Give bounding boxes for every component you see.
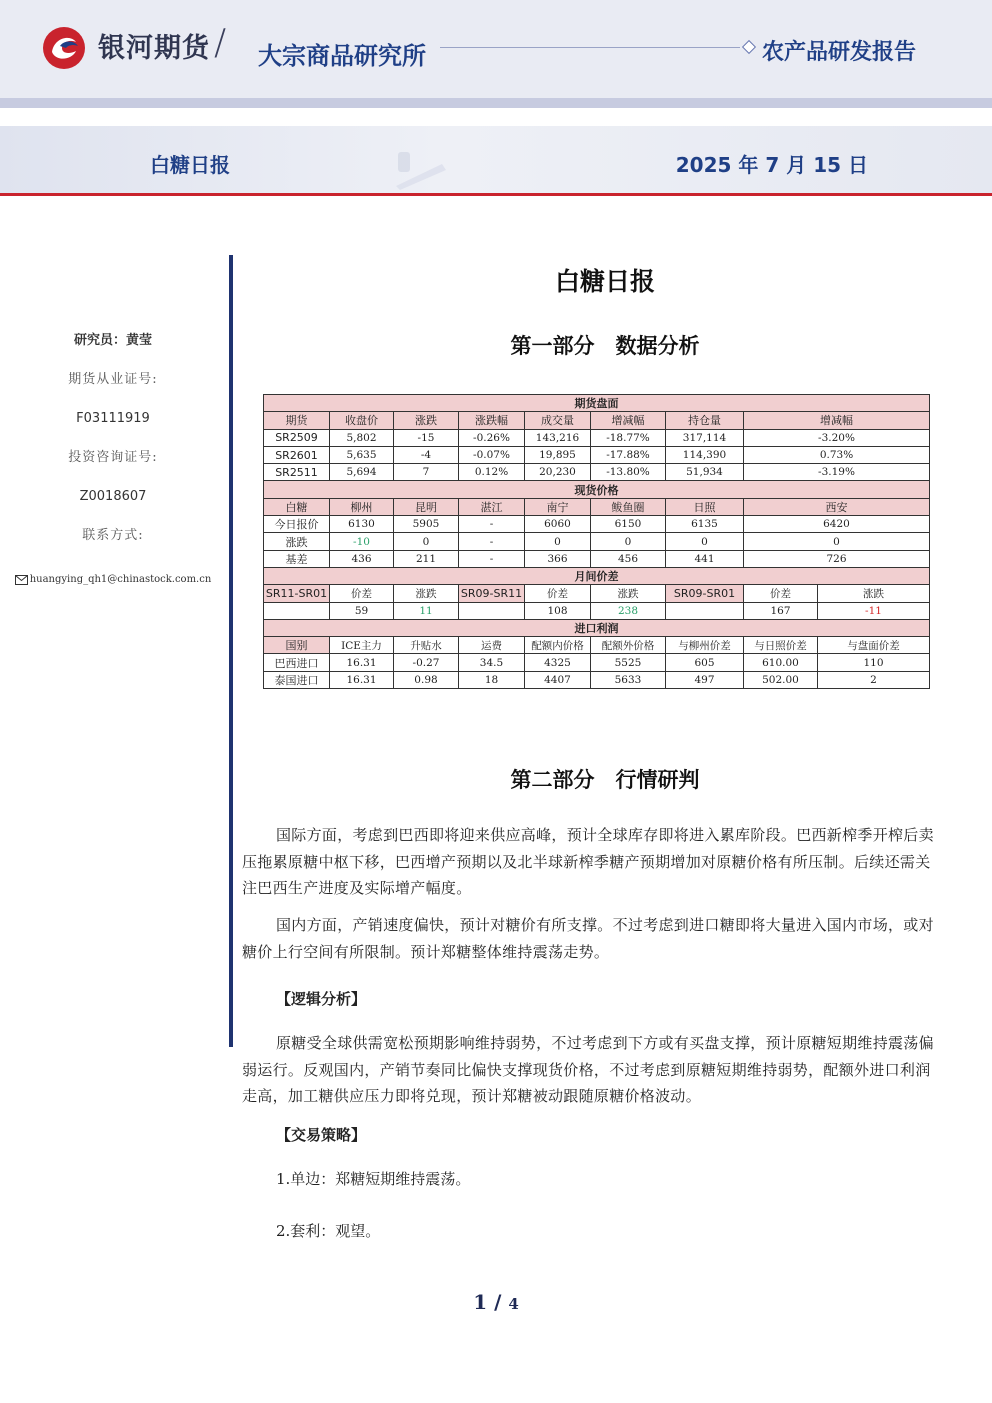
table-cell [264,602,330,619]
table-header-cell: 与日照价差 [744,637,818,654]
table-cell: -11 [818,602,930,619]
strategy-item-arbitrage: 2.套利：观望。 [276,1222,381,1240]
table-header-cell: 与柳州价差 [666,637,744,654]
report-type: 农产品研发报告 [762,40,917,65]
table-cell: -10 [330,533,394,550]
band-title: 白糖日报 [150,153,230,177]
table-cell: 610.00 [744,654,818,671]
table-cell: 18 [459,671,525,688]
title-red-rule [0,193,992,196]
table-cell: 5,635 [330,446,394,463]
spot-section-title: 现货价格 [264,481,930,498]
table-header-row [264,498,930,515]
table-section-spot [264,481,930,498]
table-cell: SR2601 [264,446,330,463]
header-strip [0,98,992,108]
report-date: 2025 年 7 月 15 日 [675,153,868,177]
table-header-cell: 价差 [744,585,818,602]
table-row [264,550,930,567]
table-cell: 238 [591,602,666,619]
envelope-icon [15,575,28,585]
table-header-cell: 配额内价格 [525,637,591,654]
table-header-row [264,585,930,602]
table-section-futures [264,395,930,412]
table-cell [459,602,525,619]
spread-section-title: 月间价差 [264,567,930,584]
table-header-cell: 国别 [264,637,330,654]
table-header-cell: SR09-SR01 [666,585,744,602]
table-cell: 泰国进口 [264,671,330,688]
futures-cert-number: F03111919 [76,411,150,426]
table-header-row [264,412,930,429]
contact-email[interactable]: huangying_qh1@chinastock.com.cn [29,573,212,585]
table-header-cell: 日照 [666,498,744,515]
table-cell: 4325 [525,654,591,671]
table-section-import [264,619,930,636]
table-cell: 114,390 [666,446,744,463]
page-current: 1 [473,1290,488,1314]
table-row [264,516,930,533]
table-cell: 5905 [394,516,459,533]
table-cell: 211 [394,550,459,567]
table-cell: -0.07% [459,446,525,463]
table-cell: -4 [394,446,459,463]
table-cell: -15 [394,429,459,446]
table-cell: 0.12% [459,464,525,481]
page-number: 1 / 4 [473,1290,519,1314]
table-cell: 502.00 [744,671,818,688]
table-header-cell: 价差 [525,585,591,602]
table-cell: -3.20% [744,429,930,446]
table-cell: 0.98 [394,671,459,688]
table-cell: 5,694 [330,464,394,481]
page-total: 4 [508,1295,519,1313]
table-cell: - [459,533,525,550]
table-cell: 456 [591,550,666,567]
table-cell: 143,216 [525,429,591,446]
table-row [264,654,930,671]
paragraph-domestic: 国内方面，产销速度偏快，预计对糖价有所支撑。不过考虑到进口糖即将大量进入国内市场，或对糖价上行空间有所限制。预计郑糖整体维持震荡走势。 [242,916,934,961]
table-header-cell: 运费 [459,637,525,654]
table-header-cell: 白糖 [264,498,330,515]
table-row [264,671,930,688]
author-sidebar [0,326,226,599]
strategy-item-single: 1.单边：郑糖短期维持震荡。 [276,1170,471,1188]
table-cell: 5633 [591,671,666,688]
table-row [264,429,930,446]
table-cell: 726 [744,550,930,567]
table-cell: 0 [591,533,666,550]
table-cell: 59 [330,602,394,619]
sidebar-divider [229,255,233,1047]
table-row [264,602,930,619]
table-row [264,533,930,550]
table-cell: -13.80% [591,464,666,481]
table-cell: 6420 [744,516,930,533]
table-section-spread [264,567,930,584]
table-header-cell: 南宁 [525,498,591,515]
table-cell: 基差 [264,550,330,567]
table-cell: 0 [744,533,930,550]
table-header-cell: 西安 [744,498,930,515]
table-cell: 19,895 [525,446,591,463]
table-cell: 今日报价 [264,516,330,533]
section-title-outlook: 第二部分 行情研判 [510,768,700,792]
table-header-cell: SR11-SR01 [264,585,330,602]
table-cell: 6135 [666,516,744,533]
table-cell: -0.26% [459,429,525,446]
table-cell: 6130 [330,516,394,533]
table-row [264,464,930,481]
table-cell: 0 [666,533,744,550]
pen-icon [392,150,452,190]
table-header-cell: 与盘面价差 [818,637,930,654]
page-title: 白糖日报 [554,267,655,296]
table-header-cell: 涨跌 [394,585,459,602]
company-logo [40,26,88,70]
contact-label: 联系方式: [82,528,144,543]
researcher-name: 研究员：黄莹 [73,333,152,348]
paragraph-logic: 原糖受全球供需宽松预期影响维持弱势，不过考虑到下方或有买盘支撑，预计原糖短期维持震荡偏弱运行。反观国内，产销节奏同比偏快支撑现货价格，不过考虑到原糖短期维持弱势，配额外进口利润走高，加工糖供应压力即将兑现，预计郑糖被动跟随原糖价格波动。 [242,1034,934,1105]
table-cell: -18.77% [591,429,666,446]
table-cell: -17.88% [591,446,666,463]
table-cell: 366 [525,550,591,567]
institute-name: 大宗商品研究所 [258,42,426,70]
table-cell: SR2511 [264,464,330,481]
futures-section-title: 期货盘面 [264,395,930,412]
table-cell: 7 [394,464,459,481]
table-header-cell: 收盘价 [330,412,394,429]
table-cell: SR2509 [264,429,330,446]
table-cell: 2 [818,671,930,688]
table-cell: 6150 [591,516,666,533]
table-header-cell: 柳州 [330,498,394,515]
table-header-cell: 涨跌 [591,585,666,602]
company-name: 银河期货 [98,33,210,64]
table-header-cell: 成交量 [525,412,591,429]
table-cell: 0 [394,533,459,550]
table-cell: 涨跌 [264,533,330,550]
table-cell: 16.31 [330,654,394,671]
table-cell: 108 [525,602,591,619]
logic-analysis-heading: 【逻辑分析】 [276,990,367,1008]
table-cell: 16.31 [330,671,394,688]
table-header-cell: 期货 [264,412,330,429]
table-header-row [264,637,930,654]
table-cell: 5,802 [330,429,394,446]
paragraph-international: 国际方面，考虑到巴西即将迎来供应高峰，预计全球库存即将进入累库阶段。巴西新榨季开榨后卖压拖累原糖中枢下移，巴西增产预期以及北半球新榨季糖产预期增加对原糖价格有所压制。后续还需关注巴西生产进度及实际增产幅度。 [242,826,934,897]
table-header-cell: 昆明 [394,498,459,515]
table-header-cell: 持仓量 [666,412,744,429]
table-cell: 4407 [525,671,591,688]
market-data-table [263,394,930,689]
table-cell: 317,114 [666,429,744,446]
table-header-cell: 鲅鱼圈 [591,498,666,515]
table-cell: 51,934 [666,464,744,481]
table-header-cell: ICE主力 [330,637,394,654]
table-header-cell: 价差 [330,585,394,602]
table-header-cell: 涨跌幅 [459,412,525,429]
futures-cert-label: 期货从业证号: [68,372,158,387]
table-header-cell: 增减幅 [591,412,666,429]
table-cell: 0.73% [744,446,930,463]
table-cell: -0.27 [394,654,459,671]
header-slash: / [214,22,227,63]
header-rule [440,47,740,48]
table-header-cell: 涨跌 [394,412,459,429]
import-section-title: 进口利润 [264,619,930,636]
table-header-cell: 涨跌 [818,585,930,602]
table-cell: 497 [666,671,744,688]
table-row [264,446,930,463]
table-header-cell: 增减幅 [744,412,930,429]
table-cell: - [459,516,525,533]
table-header-cell: 湛江 [459,498,525,515]
table-cell: 20,230 [525,464,591,481]
table-cell: 110 [818,654,930,671]
table-cell: 605 [666,654,744,671]
table-cell: 34.5 [459,654,525,671]
table-cell: 436 [330,550,394,567]
table-cell: 441 [666,550,744,567]
advisory-cert-label: 投资咨询证号: [68,450,158,465]
table-cell: 0 [525,533,591,550]
table-cell: - [459,550,525,567]
table-cell: 6060 [525,516,591,533]
table-cell: 5525 [591,654,666,671]
table-header-cell: SR09-SR11 [459,585,525,602]
contact-email-row[interactable] [0,560,226,599]
table-cell: 11 [394,602,459,619]
section-title-data: 第一部分 数据分析 [510,334,700,358]
table-cell: 巴西进口 [264,654,330,671]
table-cell: -3.19% [744,464,930,481]
table-header-cell: 配额外价格 [591,637,666,654]
strategy-heading: 【交易策略】 [276,1126,367,1144]
advisory-cert-number: Z0018607 [79,489,147,504]
table-header-cell: 升贴水 [394,637,459,654]
table-cell: 167 [744,602,818,619]
table-cell [666,602,744,619]
